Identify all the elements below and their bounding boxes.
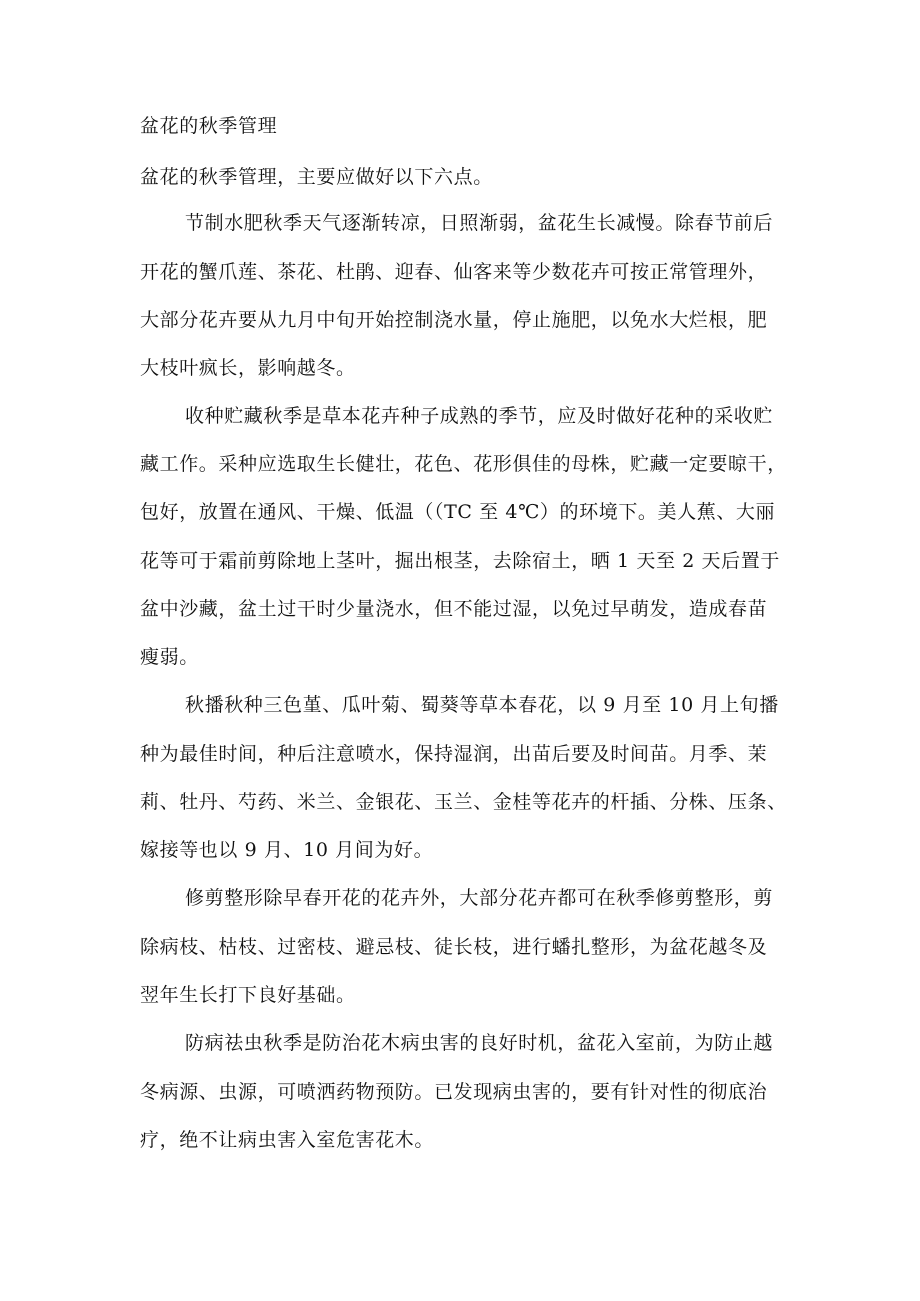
paragraph-4-line-1: 修剪整形除早春开花的花卉外，大部分花卉都可在秋季修剪整形，剪 bbox=[185, 887, 774, 909]
paragraph-3-line-1: 秋播秋种三色堇、瓜叶菊、蜀葵等草本春花，以 9 月至 10 月上旬播 bbox=[185, 694, 779, 716]
paragraph-5-line-2: 冬病源、虫源，可喷洒药物预防。已发现病虫害的，要有针对性的彻底治 bbox=[140, 1081, 768, 1103]
intro-line: 盆花的秋季管理，主要应做好以下六点。 bbox=[140, 166, 493, 188]
paragraph-4-line-2: 除病枝、枯枝、过密枝、避忌枝、徒长枝，进行蟠扎整形，为盆花越冬及 bbox=[140, 936, 768, 958]
paragraph-2-line-6: 瘦弱。 bbox=[140, 646, 199, 668]
document-title: 盆花的秋季管理 bbox=[140, 115, 278, 137]
paragraph-2-line-3: 包好，放置在通风、干燥、低温（（TC 至 4℃）的环境下。美人蕉、大丽 bbox=[140, 501, 776, 523]
paragraph-1-line-3: 大部分花卉要从九月中旬开始控制浇水量，停止施肥，以免水大烂根，肥 bbox=[140, 309, 768, 331]
paragraph-1-line-4: 大枝叶疯长，影响越冬。 bbox=[140, 357, 356, 379]
paragraph-3-line-3: 莉、牡丹、芍药、米兰、金银花、玉兰、金桂等花卉的杆插、分株、压条、 bbox=[140, 791, 787, 813]
paragraph-5-line-1: 防病祛虫秋季是防治花木病虫害的良好时机，盆花入室前，为防止越 bbox=[185, 1032, 774, 1054]
paragraph-3-line-2: 种为最佳时间，种后注意喷水，保持湿润，出苗后要及时间苗。月季、茉 bbox=[140, 743, 768, 765]
paragraph-2-line-4: 花等可于霜前剪除地上茎叶，掘出根茎，去除宿土，晒 1 天至 2 天后置于 bbox=[140, 550, 780, 572]
paragraph-1-line-2: 开花的蟹爪莲、茶花、杜鹃、迎春、仙客来等少数花卉可按正常管理外， bbox=[140, 261, 768, 283]
paragraph-1-line-1: 节制水肥秋季天气逐渐转凉，日照渐弱，盆花生长减慢。除春节前后 bbox=[185, 212, 774, 234]
paragraph-2-line-2: 藏工作。采种应选取生长健壮，花色、花形俱佳的母株，贮藏一定要晾干， bbox=[140, 453, 787, 475]
paragraph-2-line-1: 收种贮藏秋季是草本花卉种子成熟的季节，应及时做好花种的采收贮 bbox=[185, 405, 774, 427]
paragraph-4-line-3: 翌年生长打下良好基础。 bbox=[140, 984, 356, 1006]
paragraph-3-line-4: 嫁接等也以 9 月、10 月间为好。 bbox=[140, 839, 434, 861]
paragraph-2-line-5: 盆中沙藏，盆土过干时少量浇水，但不能过湿，以免过早萌发，造成春苗 bbox=[140, 598, 768, 620]
paragraph-5-line-3: 疗，绝不让病虫害入室危害花木。 bbox=[140, 1129, 435, 1151]
